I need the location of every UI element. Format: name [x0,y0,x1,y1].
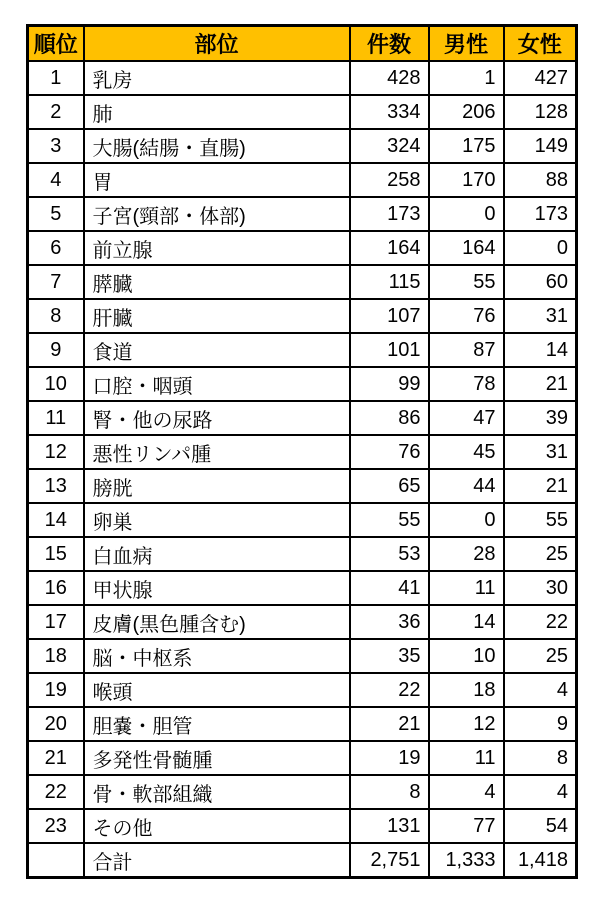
count-cell: 99 [350,367,429,401]
total-male-cell: 1,333 [429,843,504,878]
total-female-cell: 1,418 [504,843,577,878]
rank-cell: 17 [28,605,84,639]
table-row [28,809,577,843]
site-cell: 胃 [84,163,350,197]
count-cell: 21 [350,707,429,741]
header-female: 女性 [504,26,577,62]
male-cell: 87 [429,333,504,367]
female-cell: 14 [504,333,577,367]
site-cell: 胆嚢・胆管 [84,707,350,741]
count-cell: 36 [350,605,429,639]
female-cell: 25 [504,639,577,673]
table-body [28,61,577,843]
table-row [28,435,577,469]
male-cell: 77 [429,809,504,843]
site-cell: 骨・軟部組織 [84,775,350,809]
female-cell: 54 [504,809,577,843]
total-row [28,843,577,878]
count-cell: 19 [350,741,429,775]
table-row [28,333,577,367]
header-site: 部位 [84,26,350,62]
rank-cell: 2 [28,95,84,129]
male-cell: 28 [429,537,504,571]
male-cell: 10 [429,639,504,673]
table-row [28,503,577,537]
header-rank: 順位 [28,26,84,62]
male-cell: 55 [429,265,504,299]
site-cell: 口腔・咽頭 [84,367,350,401]
table-row [28,265,577,299]
site-cell: 多発性骨髄腫 [84,741,350,775]
female-cell: 149 [504,129,577,163]
table-row [28,129,577,163]
male-cell: 76 [429,299,504,333]
male-cell: 47 [429,401,504,435]
site-cell: 卵巣 [84,503,350,537]
site-cell: 膀胱 [84,469,350,503]
rank-cell: 19 [28,673,84,707]
table-row [28,741,577,775]
female-cell: 9 [504,707,577,741]
rank-cell: 20 [28,707,84,741]
female-cell: 21 [504,367,577,401]
count-cell: 8 [350,775,429,809]
rank-cell: 4 [28,163,84,197]
count-cell: 115 [350,265,429,299]
male-cell: 0 [429,197,504,231]
female-cell: 21 [504,469,577,503]
rank-cell: 22 [28,775,84,809]
header-male: 男性 [429,26,504,62]
count-cell: 86 [350,401,429,435]
site-cell: 食道 [84,333,350,367]
rank-cell: 8 [28,299,84,333]
female-cell: 8 [504,741,577,775]
site-cell: 甲状腺 [84,571,350,605]
male-cell: 206 [429,95,504,129]
site-cell: 肺 [84,95,350,129]
site-cell: 大腸(結腸・直腸) [84,129,350,163]
table-row [28,571,577,605]
female-cell: 30 [504,571,577,605]
female-cell: 25 [504,537,577,571]
count-cell: 428 [350,61,429,95]
header-row [28,26,577,62]
rank-cell: 11 [28,401,84,435]
cancer-cases-by-site-table [26,24,578,879]
table-row [28,605,577,639]
site-cell: 肝臓 [84,299,350,333]
rank-cell: 5 [28,197,84,231]
site-cell: 前立腺 [84,231,350,265]
rank-cell: 6 [28,231,84,265]
table-row [28,537,577,571]
rank-cell: 23 [28,809,84,843]
site-cell: 脳・中枢系 [84,639,350,673]
rank-cell: 1 [28,61,84,95]
rank-cell: 3 [28,129,84,163]
total-count-cell: 2,751 [350,843,429,878]
female-cell: 4 [504,775,577,809]
female-cell: 31 [504,435,577,469]
female-cell: 31 [504,299,577,333]
rank-cell: 9 [28,333,84,367]
rank-cell: 12 [28,435,84,469]
rank-cell: 14 [28,503,84,537]
female-cell: 22 [504,605,577,639]
male-cell: 0 [429,503,504,537]
count-cell: 334 [350,95,429,129]
count-cell: 76 [350,435,429,469]
count-cell: 164 [350,231,429,265]
table-row [28,401,577,435]
site-cell: 白血病 [84,537,350,571]
count-cell: 101 [350,333,429,367]
male-cell: 44 [429,469,504,503]
site-cell: 腎・他の尿路 [84,401,350,435]
male-cell: 18 [429,673,504,707]
count-cell: 173 [350,197,429,231]
site-cell: その他 [84,809,350,843]
table-row [28,707,577,741]
rank-cell: 15 [28,537,84,571]
female-cell: 4 [504,673,577,707]
male-cell: 1 [429,61,504,95]
female-cell: 0 [504,231,577,265]
total-site-cell: 合計 [84,843,350,878]
female-cell: 88 [504,163,577,197]
count-cell: 55 [350,503,429,537]
table-row [28,299,577,333]
count-cell: 53 [350,537,429,571]
rank-cell: 18 [28,639,84,673]
female-cell: 128 [504,95,577,129]
male-cell: 11 [429,571,504,605]
male-cell: 78 [429,367,504,401]
table-row [28,639,577,673]
table-row [28,775,577,809]
female-cell: 39 [504,401,577,435]
rank-cell: 13 [28,469,84,503]
count-cell: 65 [350,469,429,503]
site-cell: 子宮(頸部・体部) [84,197,350,231]
female-cell: 55 [504,503,577,537]
count-cell: 35 [350,639,429,673]
site-cell: 喉頭 [84,673,350,707]
count-cell: 258 [350,163,429,197]
total-rank-cell [28,843,84,878]
table-row [28,95,577,129]
table-row [28,163,577,197]
count-cell: 22 [350,673,429,707]
rank-cell: 21 [28,741,84,775]
male-cell: 12 [429,707,504,741]
header-count: 件数 [350,26,429,62]
rank-cell: 10 [28,367,84,401]
male-cell: 11 [429,741,504,775]
female-cell: 60 [504,265,577,299]
site-cell: 悪性リンパ腫 [84,435,350,469]
table-row [28,469,577,503]
female-cell: 173 [504,197,577,231]
male-cell: 170 [429,163,504,197]
table-row [28,367,577,401]
female-cell: 427 [504,61,577,95]
male-cell: 45 [429,435,504,469]
site-cell: 乳房 [84,61,350,95]
male-cell: 164 [429,231,504,265]
table-row [28,61,577,95]
rank-cell: 7 [28,265,84,299]
table-row [28,231,577,265]
male-cell: 175 [429,129,504,163]
site-cell: 皮膚(黒色腫含む) [84,605,350,639]
count-cell: 324 [350,129,429,163]
male-cell: 4 [429,775,504,809]
count-cell: 131 [350,809,429,843]
table-row [28,197,577,231]
count-cell: 41 [350,571,429,605]
count-cell: 107 [350,299,429,333]
rank-cell: 16 [28,571,84,605]
table-row [28,673,577,707]
male-cell: 14 [429,605,504,639]
site-cell: 膵臓 [84,265,350,299]
